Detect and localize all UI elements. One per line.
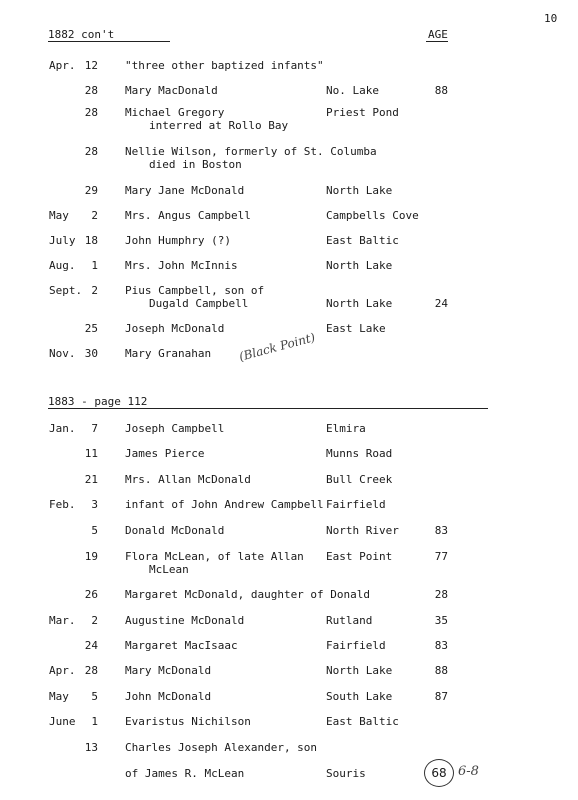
section-1883-title: 1883 - page 112 [48,395,148,408]
entry-age: 28 [434,588,448,601]
entry-name: infant of John Andrew Campbell [125,498,324,511]
entry-day: 18 [84,234,98,247]
entry-day: 3 [91,498,98,511]
entry-name: James Pierce [125,447,205,460]
entry-day: 21 [84,473,98,486]
entry-month: June [49,715,76,728]
handwritten-black-point-note: (Black Point) [237,330,317,364]
entry-name: Margaret MacIsaac [125,639,238,652]
entry-day: 30 [84,347,98,360]
entry-place: North River [326,524,399,537]
entry-day: 25 [84,322,98,335]
entry-name-continued: McLean [149,563,189,576]
entry-place: No. Lake [326,84,379,97]
entry-name-continued: died in Boston [149,158,242,171]
entry-day: 1 [91,715,98,728]
entry-place: Munns Road [326,447,393,460]
entry-day: 1 [91,259,98,272]
entry-month: Feb. [49,498,76,511]
entry-month: Apr. [49,664,76,677]
entry-name: "three other baptized infants" [125,59,324,72]
entry-day: 2 [91,209,98,222]
entry-day: 24 [84,639,98,652]
entry-place: Fairfield [326,498,386,511]
entry-age: 24 [434,297,448,310]
entry-age: 77 [434,550,448,563]
entry-day: 26 [84,588,98,601]
entry-month: Jan. [49,422,76,435]
entry-name: Evaristus Nichilson [125,715,251,728]
entry-name: Nellie Wilson, formerly of St. Columba [125,145,377,158]
entry-place: East Baltic [326,715,399,728]
entry-name: Mrs. John McInnis [125,259,238,272]
entry-name: Charles Joseph Alexander, son [125,741,318,754]
entry-name: of James R. McLean [125,767,245,780]
entry-name: Donald McDonald [125,524,225,537]
entry-place: Rutland [326,614,373,627]
entry-place: Souris [326,767,366,780]
entry-name: Mary MacDonald [125,84,218,97]
entry-day: 7 [91,422,98,435]
entry-day: 5 [91,524,98,537]
handwritten-margin-note: 6-8 [458,764,479,779]
entry-day: 2 [91,614,98,627]
age-column-header: AGE [428,28,448,41]
entry-day: 28 [84,106,98,119]
entry-age: 83 [434,639,448,652]
entry-place: East Lake [326,322,386,335]
entry-name: Joseph Campbell [125,422,225,435]
entry-age: 35 [434,614,448,627]
entry-day: 11 [84,447,98,460]
age-header-underline [426,41,448,42]
circled-entry-count: 68 [424,759,454,787]
entry-day: 13 [84,741,98,754]
entry-place: Priest Pond [326,106,399,119]
entry-name: Joseph McDonald [125,322,225,335]
entry-month: May [49,209,69,222]
entry-day: 2 [91,284,98,297]
entry-month: Nov. [49,347,76,360]
entry-day: 28 [84,145,98,158]
entry-name: Mary Granahan [125,347,212,360]
entry-name: John Humphry (?) [125,234,231,247]
entry-place: Elmira [326,422,366,435]
section-1883-underline [48,408,488,409]
entry-name: Mrs. Allan McDonald [125,473,251,486]
entry-place: Bull Creek [326,473,393,486]
entry-name: Mrs. Angus Campbell [125,209,251,222]
entry-month: Sept. [49,284,83,297]
entry-month: May [49,690,69,703]
entry-name-continued: interred at Rollo Bay [149,119,289,132]
entry-month: Aug. [49,259,76,272]
page-number: 10 [544,12,558,25]
entry-age: 88 [434,664,448,677]
entry-day: 28 [84,664,98,677]
entry-place: North Lake [326,184,393,197]
entry-place: North Lake [326,259,393,272]
entry-month: July [49,234,76,247]
entry-name: Pius Campbell, son of [125,284,265,297]
entry-name-continued: Dugald Campbell [149,297,249,310]
entry-name: Mary Jane McDonald [125,184,245,197]
entry-day: 12 [84,59,98,72]
entry-place: South Lake [326,690,393,703]
entry-name: Michael Gregory [125,106,225,119]
section-1882-underline [48,41,170,42]
entry-day: 28 [84,84,98,97]
entry-place: North Lake [326,297,393,310]
entry-place: Fairfield [326,639,386,652]
entry-day: 5 [91,690,98,703]
entry-day: 29 [84,184,98,197]
entry-name: John McDonald [125,690,212,703]
entry-place: North Lake [326,664,393,677]
entry-age: 83 [434,524,448,537]
entry-name: Augustine McDonald [125,614,245,627]
entry-place: East Point [326,550,393,563]
section-1882-title: 1882 con't [48,28,115,41]
entry-name: Mary McDonald [125,664,212,677]
entry-name: Flora McLean, of late Allan [125,550,304,563]
entry-place: Campbells Cove [326,209,419,222]
entry-month: Mar. [49,614,76,627]
entry-age: 88 [434,84,448,97]
entry-place: East Baltic [326,234,399,247]
entry-name: Margaret McDonald, daughter of Donald [125,588,371,601]
entry-day: 19 [84,550,98,563]
entry-month: Apr. [49,59,76,72]
entry-age: 87 [434,690,448,703]
